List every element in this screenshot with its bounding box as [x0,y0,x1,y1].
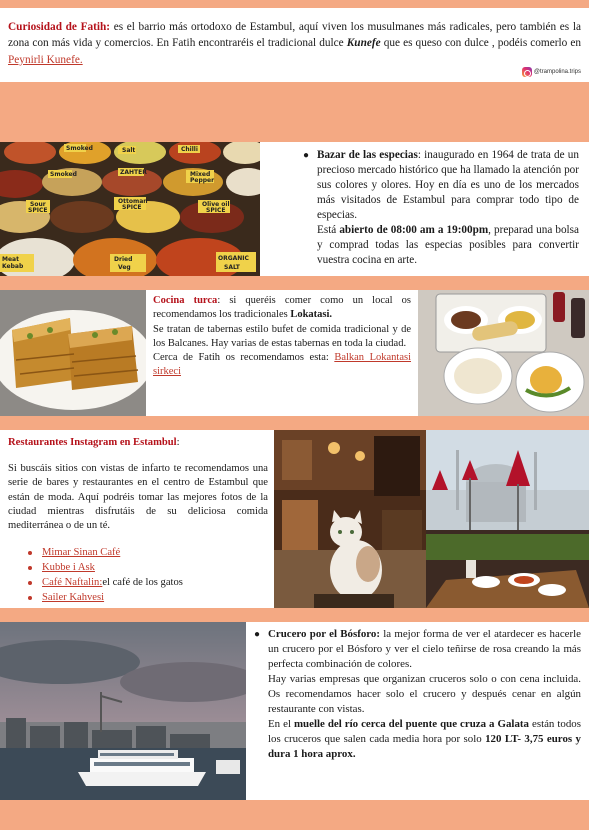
spice-label: Sour [30,201,46,208]
lokatasi-term: Lokatasi. [290,309,333,321]
galata-pier: muelle del río cerca del puente que cruza a Galata [293,717,529,730]
fatih-paragraph [8,19,581,68]
bullet-icon [28,551,32,555]
list-item [28,545,268,560]
instagram-badge[interactable] [522,67,581,77]
peynirli-kunefe-link[interactable]: Peynirli Kunefe. [8,53,83,66]
baklava-photo [0,290,146,416]
spice-bazaar-text [303,148,579,268]
bullet-icon: ● [303,150,310,161]
cuisine-text-3: Cerca de Fatih os recomendamos esta: [153,352,335,364]
cruise-text-1: la mejor forma de ver el atardecer es hacerle un crucero por el Bósforo y ver el cielo teñirse de rosa creando la más perfecta combinación de colores. [268,628,581,670]
cuisine-text-1: : si queréis comer como un local os recomendamos los tradicionales [153,295,412,321]
fatih-heading: Curiosidad de Fatih: [8,21,111,33]
spice-label: Ottoman [118,198,148,205]
kubbe-i-ask-link[interactable]: Kubbe i Ask [42,562,95,574]
sailer-kahvesi-link[interactable]: Sailer Kahvesi [42,592,105,604]
spice-label: Mixed [190,171,211,178]
cruise-paragraph-3 [268,717,581,762]
opening-hours: abierto de 08:00 am a 19:00pm [339,224,489,236]
item-extra: el café de los gatos [102,577,183,589]
bosphorus-photo [0,622,246,800]
cuisine-paragraph-3 [153,351,411,380]
svg-text:SPICE: SPICE [28,207,48,214]
restaurants-heading: Restaurantes Instagram en Estambul [8,437,177,448]
svg-text:SPICE: SPICE [122,204,142,211]
cat-cafe-photo [274,430,426,608]
spice-bazaar-text-1: : inaugurado en 1964 de trata de un precioso mercado histórico que ha llamado la atención por sus colores y olores. Hoy en día es uno de los mercados más visitados de Estambul para comprar todo tipo de especias. [317,149,579,221]
spice-label: ZAHTER [120,169,147,176]
spice-bazaar-text-2: , preparad una bolsa y comprad todas las especias posibles para convertir vuestra cocina en arte. [317,224,579,266]
fatih-text-1: es el barrio más ortodoxo de Estambul, aquí viven los musulmanes más radicales, pero también es la zona con más vida y comercios. En Fatih encontraréis el tradicional dulce [8,21,581,50]
spice-bazaar-heading: Bazar de las especias [317,149,418,161]
restaurants-heading-line [8,436,268,450]
cuisine-paragraph-2: Se tratan de tabernas estilo bufet de comida tradicional y de los Balcanes. Hay varias de estas tabernas en toda la ciudad. [153,323,411,349]
balkan-lokantasi-link[interactable]: Balkan Lokantasi sirkeci [153,352,411,378]
spice-label: Smoked [66,145,93,152]
spice-label: Olive oil [202,201,230,208]
cruise-paragraph-2: Hay varias empresas que organizan cruceros solo o con cena incluida. Os recomendamos hacer solo el crucero y después cenar en algún restaurante con vistas. [268,672,581,715]
svg-text:SALT: SALT [224,264,240,271]
cafe-naftalin-link[interactable]: Café Naftalin: [42,577,103,589]
bosphorus-cruise-text [246,622,589,800]
mimar-sinan-link[interactable]: Mimar Sinan Café [42,547,121,559]
instagram-icon [522,67,532,77]
spice-label: ORGANIC [218,255,249,262]
spice-bazaar-paragraph-1 [317,148,579,223]
bullet-icon [28,596,32,600]
cruise-text-3a: En el [268,717,294,730]
heading-colon: : [176,437,180,448]
cuisine-paragraph-1 [153,294,411,323]
kunefe-term: Kunefe [346,37,381,50]
turkish-cuisine-text [146,290,418,416]
fatih-curiosity-section [0,8,589,82]
instagram-handle: @trampolina.trips [533,69,581,75]
list-item [28,575,268,590]
bosphorus-cruise-section [0,622,589,800]
spice-bazaar-photo [0,142,260,276]
cuisine-heading: Cocina turca [153,295,218,306]
bullet-icon [28,566,32,570]
spice-bazaar-paragraph-2 [317,223,579,268]
list-item [28,590,268,605]
cruise-price: 120 LT- 3,75 euros y dura 1 hora aprox. [268,732,581,760]
svg-text:SPICE: SPICE [206,207,226,214]
svg-text:Veg: Veg [118,264,131,271]
spice-label: Meat [2,256,19,263]
cruise-paragraph-1 [268,627,581,672]
spice-label: Smoked [50,171,77,178]
bullet-icon [28,581,32,585]
restaurants-paragraph: Si buscáis sitios con vistas de infarto te recomendamos una serie de bares y restaurantes en el centro de Estambul que están de moda. Aquí podréis tomar las mejores fotos de la ciudad mientras disfrutáis de su deliciosa comida mediterránea o de un té. [8,463,268,531]
cruise-text-3b: están todos los cruceros que salen cada media hora por solo [268,717,581,745]
fatih-text-2: que es queso con dulce , podéis comerlo en [380,37,582,50]
spice-label: Chilli [181,146,198,153]
svg-text:Kebab: Kebab [2,263,24,270]
list-item [28,560,268,575]
bullet-icon: ● [254,629,261,640]
restaurants-list [8,545,268,605]
instagram-restaurants-text [0,430,274,608]
instagram-restaurants-section [0,430,589,608]
hours-prefix: Está [317,224,340,236]
mosque-terrace-photo [426,430,589,608]
spice-label: Salt [122,147,136,154]
buffet-food-photo [418,290,589,416]
spice-bazaar-section [0,142,589,276]
turkish-cuisine-section [0,290,589,416]
spice-label: Dried [114,256,133,263]
svg-text:Pepper: Pepper [190,177,215,184]
cruise-heading: Crucero por el Bósforo: [268,628,380,640]
